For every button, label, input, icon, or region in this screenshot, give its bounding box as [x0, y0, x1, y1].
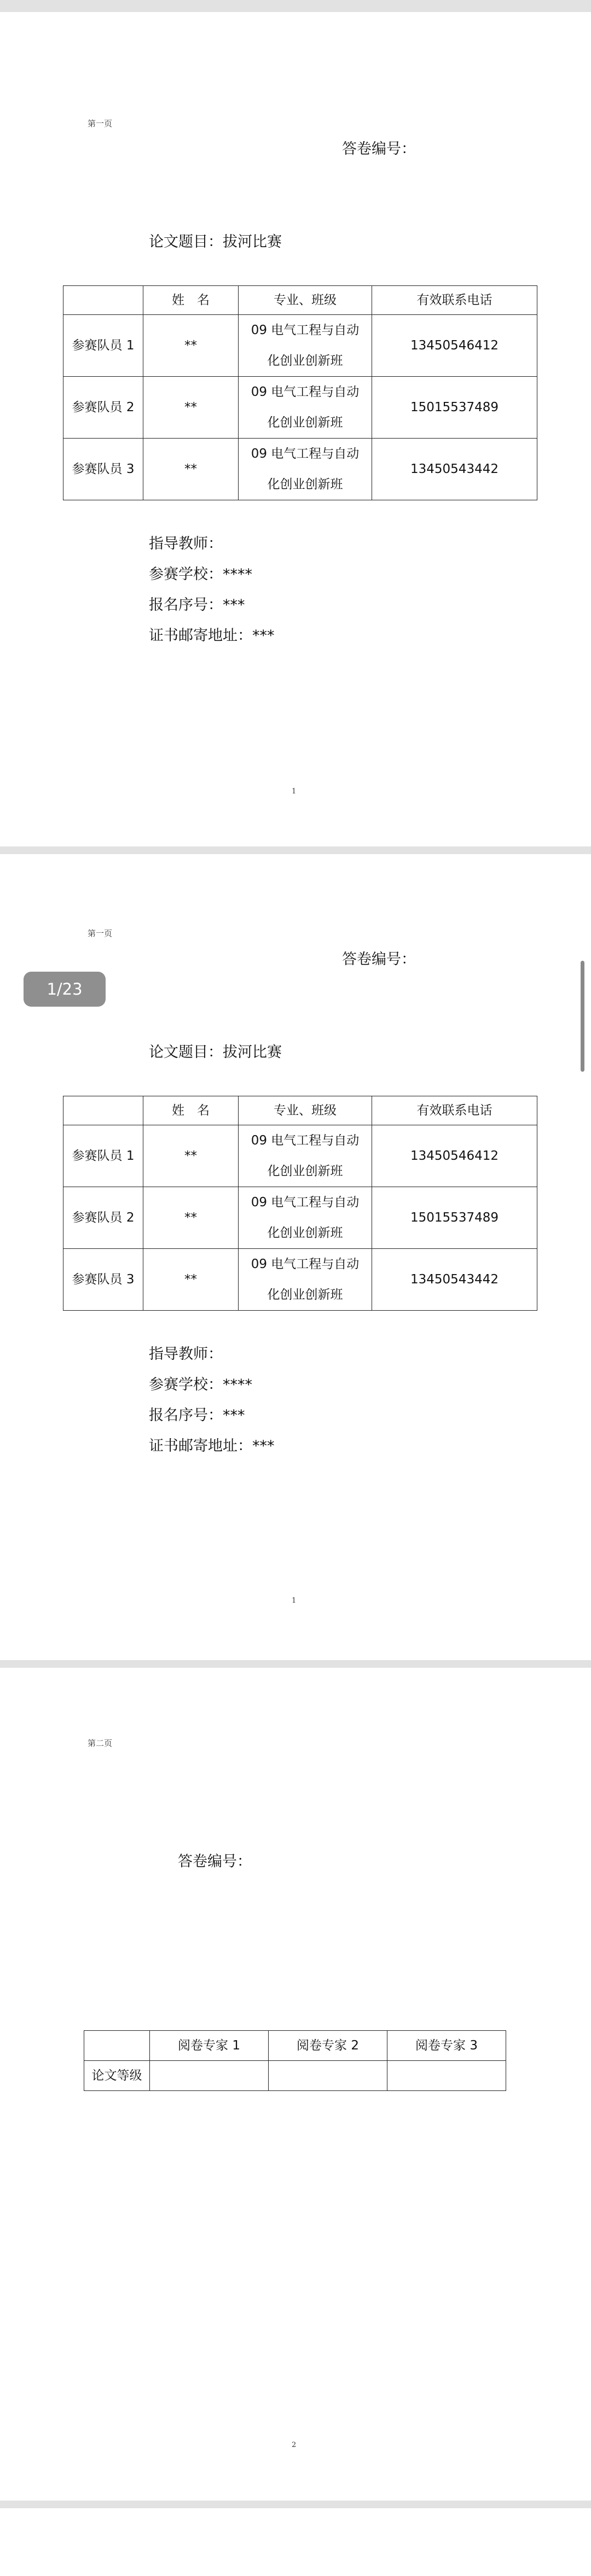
answer-number-label: 答卷编号：	[342, 141, 416, 157]
member-major-cell	[239, 1187, 372, 1249]
member-phone-cell: 15015537489	[372, 1187, 537, 1249]
major-line: 化创业创新班	[267, 477, 343, 492]
member-name-cell: **	[143, 1249, 239, 1311]
member-phone-cell: 13450543442	[372, 1249, 537, 1311]
table-row	[63, 439, 537, 500]
member-role-cell: 参赛队员 1	[63, 1125, 143, 1187]
table-row	[63, 1125, 537, 1187]
table-row	[63, 1187, 537, 1249]
table-row	[63, 315, 537, 377]
member-role-cell: 参赛队员 3	[63, 1249, 143, 1311]
table-header-cell: 有效联系电话	[372, 1096, 537, 1125]
running-head: 第二页	[88, 1738, 113, 1748]
member-name-cell: **	[143, 315, 239, 377]
school-line: 参赛学校：****	[149, 1376, 252, 1393]
table-header-cell: 阅卷专家 1	[150, 2031, 269, 2061]
page-number: 1	[292, 787, 297, 796]
major-line: 化创业创新班	[267, 354, 343, 368]
paper-title: 论文题目：拔河比赛	[149, 1044, 282, 1061]
paper-title: 论文题目：拔河比赛	[149, 233, 282, 250]
advisor-line: 指导教师：	[149, 535, 223, 552]
member-major-cell	[239, 377, 372, 439]
answer-number-label: 答卷编号：	[178, 1853, 252, 1870]
member-phone-cell: 15015537489	[372, 377, 537, 439]
member-major-cell	[239, 1125, 372, 1187]
page-separator	[0, 846, 591, 854]
grade-value-cell	[269, 2061, 387, 2091]
document-page-4-top	[0, 2508, 591, 2576]
registration-number-line: 报名序号：***	[149, 1407, 245, 1424]
member-major-cell	[239, 315, 372, 377]
member-major-cell	[239, 439, 372, 500]
review-table	[84, 2030, 506, 2091]
member-name-cell: **	[143, 1125, 239, 1187]
table-header-cell: 阅卷专家 2	[269, 2031, 387, 2061]
member-name-cell: **	[143, 439, 239, 500]
member-phone-cell: 13450546412	[372, 315, 537, 377]
major-line: 09 电气工程与自动	[251, 447, 360, 461]
running-head: 第一页	[88, 119, 113, 128]
table-header-cell: 有效联系电话	[372, 286, 537, 315]
document-page-1	[0, 12, 591, 846]
member-phone-cell: 13450543442	[372, 439, 537, 500]
major-line: 09 电气工程与自动	[251, 1134, 360, 1148]
major-line: 化创业创新班	[267, 1288, 343, 1302]
member-name-cell: **	[143, 1187, 239, 1249]
member-role-cell: 参赛队员 1	[63, 315, 143, 377]
major-line: 09 电气工程与自动	[251, 1195, 360, 1210]
table-header-cell	[63, 1096, 143, 1125]
table-header-row	[84, 2031, 506, 2061]
school-line: 参赛学校：****	[149, 566, 252, 583]
table-row	[63, 377, 537, 439]
member-role-cell: 参赛队员 2	[63, 377, 143, 439]
member-phone-cell: 13450546412	[372, 1125, 537, 1187]
major-line: 化创业创新班	[267, 416, 343, 430]
table-header-cell: 专业、班级	[239, 286, 372, 315]
advisor-line: 指导教师：	[149, 1346, 223, 1363]
page-separator	[0, 2501, 591, 2508]
table-row	[84, 2061, 506, 2091]
page-number: 1	[292, 1597, 297, 1605]
table-header-row	[63, 1096, 537, 1125]
grade-label-cell: 论文等级	[84, 2061, 150, 2091]
table-header-cell	[63, 286, 143, 315]
major-line: 09 电气工程与自动	[251, 1257, 360, 1271]
table-header-cell: 姓 名	[143, 1096, 239, 1125]
team-info-table	[63, 1096, 537, 1311]
major-line: 化创业创新班	[267, 1164, 343, 1178]
viewer-background	[0, 0, 591, 12]
document-page-3	[0, 1668, 591, 2501]
member-role-cell: 参赛队员 3	[63, 439, 143, 500]
table-header-cell: 阅卷专家 3	[387, 2031, 506, 2061]
member-name-cell: **	[143, 377, 239, 439]
page-number: 2	[292, 2441, 297, 2449]
page-indicator: 1/23	[24, 972, 106, 1007]
registration-number-line: 报名序号：***	[149, 597, 245, 614]
table-header-cell	[84, 2031, 150, 2061]
table-header-row	[63, 286, 537, 315]
scrollbar-thumb[interactable]	[581, 961, 584, 1072]
mailing-address-line: 证书邮寄地址：***	[149, 627, 275, 644]
major-line: 化创业创新班	[267, 1226, 343, 1240]
answer-number-label: 答卷编号：	[342, 951, 416, 968]
grade-value-cell	[387, 2061, 506, 2091]
grade-value-cell	[150, 2061, 269, 2091]
mailing-address-line: 证书邮寄地址：***	[149, 1438, 275, 1455]
major-line: 09 电气工程与自动	[251, 385, 360, 399]
major-line: 09 电气工程与自动	[251, 323, 360, 337]
member-major-cell	[239, 1249, 372, 1311]
team-info-table	[63, 285, 537, 500]
running-head: 第一页	[88, 928, 113, 938]
page-separator	[0, 1660, 591, 1668]
member-role-cell: 参赛队员 2	[63, 1187, 143, 1249]
table-header-cell: 专业、班级	[239, 1096, 372, 1125]
table-row	[63, 1249, 537, 1311]
table-header-cell: 姓 名	[143, 286, 239, 315]
